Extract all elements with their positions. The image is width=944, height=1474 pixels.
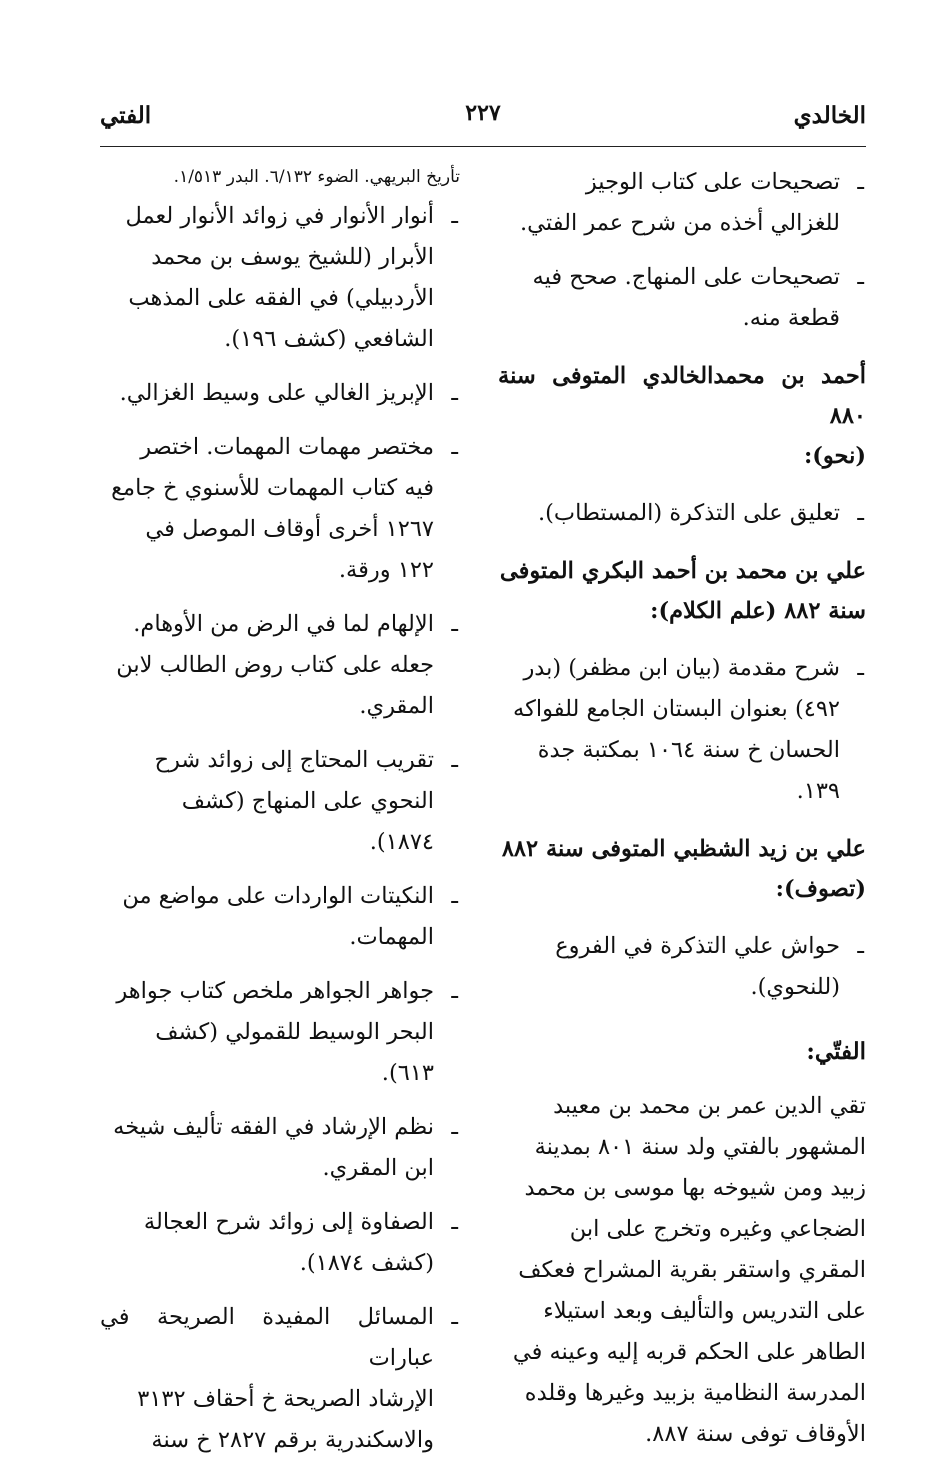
- item-dash: ـ: [451, 1209, 458, 1235]
- item-line: النكيتات الواردات على مواضع من: [122, 883, 434, 909]
- item-line: (كشف ١٨٧٤).: [299, 1250, 434, 1276]
- list-item: [100, 604, 460, 727]
- heading-line: علي بن زيد الشظبي المتوفى سنة ٨٨٢: [501, 836, 866, 862]
- bio-line: المقري واستقر بقرية المشراح فعكف: [518, 1257, 866, 1283]
- item-dash: ـ: [451, 380, 458, 406]
- item-line: المقري.: [359, 693, 434, 719]
- list-item: [100, 373, 460, 414]
- item-line: الأردبيلي) في الفقه على المذهب: [128, 285, 434, 311]
- item-line: الحسان خ سنة ١٠٦٤ بمكتبة جدة: [537, 737, 840, 763]
- item-line: مختصر مهمات المهمات. اختصر: [140, 434, 434, 460]
- item-dash: ـ: [451, 1114, 458, 1140]
- list-item: [498, 926, 866, 1008]
- item-line: فيه كتاب المهمات للأسنوي خ جامع: [111, 475, 434, 501]
- bio-line: زبيد ومن شيوخه بها موسى بن محمد: [524, 1175, 866, 1201]
- list-item: [100, 1202, 460, 1284]
- header-rule: [100, 146, 866, 147]
- item-line: شرح مقدمة (بيان ابن مظفر) (بدر: [523, 655, 840, 681]
- item-dash: ـ: [451, 747, 458, 773]
- item-line: ٦١٣).: [381, 1060, 434, 1086]
- item-dash: ـ: [857, 933, 864, 959]
- right-column: [498, 162, 866, 1455]
- heading-line: سنة ٨٨٢ (علم الكلام):: [650, 598, 866, 624]
- item-dash: ـ: [451, 203, 458, 229]
- list-item: [100, 1297, 460, 1461]
- item-dash: ـ: [857, 264, 864, 290]
- list-item: [100, 971, 460, 1094]
- item-dash: ـ: [451, 611, 458, 637]
- list-item: [498, 162, 866, 244]
- source-note: تأريخ البريهي. الضوء ٦/١٣٢. البدر ١/٥١٣.: [173, 167, 460, 187]
- item-dash: ـ: [451, 978, 458, 1004]
- item-line: المسائل المفيدة الصريحة في عبارات: [100, 1304, 434, 1371]
- item-line: النحوي على المنهاج (كشف: [181, 788, 434, 814]
- heading-line: علي بن محمد بن أحمد البكري المتوفى: [499, 558, 866, 584]
- list-item: [100, 876, 460, 958]
- bio-line: الطاهر على الحكم قربه إليه وعينه في: [512, 1339, 866, 1365]
- item-line: جواهر الجواهر ملخص كتاب جواهر: [116, 978, 434, 1004]
- list-item: [100, 740, 460, 863]
- list-item: [100, 1107, 460, 1189]
- bio-line: تقي الدين عمر بن محمد بن معيبد: [553, 1093, 866, 1119]
- section-title: الفتّي:: [806, 1038, 866, 1065]
- heading-line: أحمد بن محمدالخالدي المتوفى سنة ٨٨٠: [498, 363, 866, 429]
- header-section-name: الفتي: [100, 102, 152, 129]
- item-line: الإلهام لما في الرض من الأوهام.: [133, 611, 434, 637]
- item-line: ٤٩٢) بعنوان البستان الجامع للفواكه: [513, 696, 840, 722]
- item-line: الأبرار (للشيخ يوسف بن محمد: [151, 244, 434, 270]
- bio-line: المشهور بالفتي ولد سنة ٨٠١ بمدينة: [534, 1134, 866, 1160]
- bio-line: المدرسة النظامية بزبيد وغيرها وقلده: [524, 1380, 866, 1406]
- item-line: للغزالي أخذه من شرح عمر الفتي.: [520, 210, 840, 236]
- list-item: [100, 427, 460, 591]
- item-dash: ـ: [857, 655, 864, 681]
- item-dash: ـ: [857, 500, 864, 526]
- bio-line: الضجاعي وغيره وتخرج على ابن: [569, 1216, 866, 1242]
- item-line: نظم الإرشاد في الفقه تأليف شيخه: [113, 1114, 434, 1140]
- item-line: ابن المقري.: [322, 1155, 434, 1181]
- item-dash: ـ: [857, 169, 864, 195]
- bio-line: على التدريس والتأليف وبعد استيلاء: [543, 1298, 866, 1324]
- item-line: حواش علي التذكرة في الفروع: [555, 933, 840, 959]
- item-line: والاسكندرية برقم ٢٨٢٧ خ سنة: [151, 1427, 434, 1453]
- bio-line: الأوقاف توفى سنة ٨٨٧.: [645, 1421, 866, 1447]
- header-chapter-name: الخالدي: [793, 102, 866, 129]
- item-line: الإرشاد الصريحة خ أحقاف ٣١٣٢: [137, 1386, 434, 1412]
- item-line: ١٢٢ ورقة.: [338, 557, 434, 583]
- item-line: تصحيحات على المنهاج. صحح فيه: [532, 264, 840, 290]
- author-heading: [498, 356, 866, 476]
- left-column: [100, 162, 460, 1474]
- item-line: ١٨٧٤).: [369, 829, 434, 855]
- list-item: [100, 196, 460, 360]
- item-line: المهمات.: [349, 924, 434, 950]
- item-line: تعليق على التذكرة (المستطاب).: [537, 500, 840, 526]
- biography-paragraph: [498, 1086, 866, 1455]
- list-item: [498, 648, 866, 812]
- heading-line: (نحو):: [803, 443, 866, 469]
- item-dash: ـ: [451, 883, 458, 909]
- item-line: ١٣٩.: [796, 778, 840, 804]
- item-line: تصحيحات على كتاب الوجيز: [585, 169, 840, 195]
- item-line: الإبريز الغالي على وسيط الغزالي.: [119, 380, 434, 406]
- item-line: جعله على كتاب روض الطالب لابن: [116, 652, 434, 678]
- item-line: الصفاوة إلى زوائد شرح العجالة: [143, 1209, 434, 1235]
- item-line: البحر الوسيط للقمولي (كشف: [155, 1019, 434, 1045]
- running-header: [100, 92, 866, 136]
- item-line: أنوار الأنوار في زوائد الأنوار لعمل: [125, 203, 434, 229]
- author-heading: [498, 551, 866, 631]
- item-line: قطعة منه.: [742, 305, 840, 331]
- item-line: تقريب المحتاج إلى زوائد شرح: [154, 747, 434, 773]
- list-item: [498, 257, 866, 339]
- author-heading: [498, 829, 866, 909]
- item-line: (للنحوي).: [750, 974, 840, 1000]
- item-dash: ـ: [451, 434, 458, 460]
- item-line: ١٢٦٧ أخرى أوقاف الموصل في: [145, 516, 434, 542]
- item-dash: ـ: [451, 1304, 458, 1330]
- list-item: [498, 493, 866, 534]
- page-number: ٢٢٧: [465, 100, 501, 126]
- heading-line: (تصوف):: [775, 876, 866, 902]
- item-line: الشافعي (كشف ١٩٦).: [224, 326, 434, 352]
